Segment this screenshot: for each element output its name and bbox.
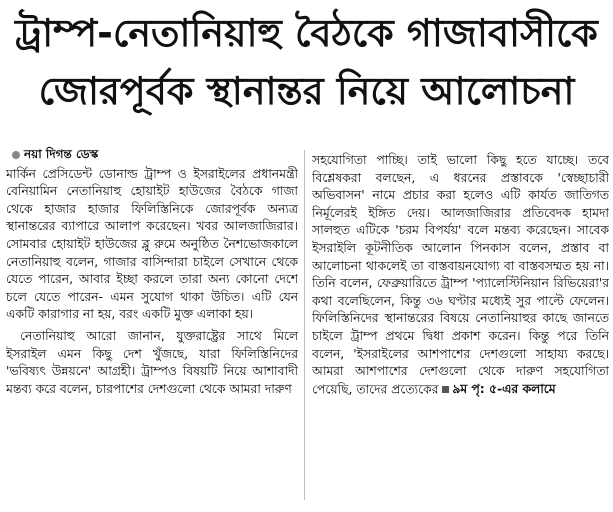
byline xyxy=(12,146,298,164)
headline xyxy=(0,4,613,120)
byline-text: নয়া দিগন্ত ডেস্ক xyxy=(24,147,99,161)
square-bullet-icon xyxy=(442,386,449,393)
left-paragraph-2: নেতানিয়াহু আরো জানান, যুক্তরাষ্ট্রের সাথে মিলে ইসরাইল এমন কিছু দেশ খুঁজছে, যারা ফিলিস্তিনিদের 'ভবিষ্যৎ উন্নয়নে' আগ্রহী। ট্রাম্পও বিষয়টি নিয়ে আশাবাদী মন্তব্য করে বলেন, চারপাশের দেশগুলো থেকে আমরা দারুণ xyxy=(6,328,298,396)
headline-line-1: ট্রাম্প-নেতানিয়াহু বৈঠকে গাজাবাসীকে xyxy=(15,11,598,55)
continued-note xyxy=(442,381,555,399)
right-column xyxy=(312,152,609,512)
continued-text: ৯ম পৃ: ৫-এর কলামে xyxy=(452,381,556,396)
right-paragraph-text: সহযোগিতা পাচ্ছি। তাই ভালো কিছু হতে যাচ্ছে। তবে বিশ্লেষকরা বলছেন, এ ধরনের প্রস্তাবকে 'স্বেচ্ছাচারী অভিবাসন' নামে প্রচার করা হলেও এটি কার্যত জাতিগত নির্মূলেরই ইঙ্গিত দেয়। আলজাজিরার প্রতিবেদক হামদা সালহুত এটিকে 'চরম বিপর্যয়' বলে মন্তব্য করেছেন। সাবেক ইসরাইলি কূটনীতিক আলোন পিনকাস বলেন, প্রস্তাব বা আলোচনা থাকলেই তা বাস্তবায়নযোগ্য বা বাস্তবসম্মত হয় না। তিনি বলেন, ফেব্রুয়ারিতে ট্রাম্প 'প্যালেস্টিনিয়ান রিভিয়েরা'র কথা বলেছিলেন, কিন্তু ৩৬ ঘণ্টার মধ্যেই সুর পাল্টে ফেলেন। ফিলিস্তিনিদের স্থানান্তরের বিষয়ে নেতানিয়াহুর কাছে জানতে চাইলে ট্রাম্প প্রথমে দ্বিধা প্রকাশ করেন। কিন্তু পরে তিনি বলেন, 'ইসরাইলের আশপাশের দেশগুলো সাহায্য করছে। আমরা আশপাশের দেশগুলো থেকে দারুণ সহযোগিতা পেয়েছি, তাদের প্রত্যেকের xyxy=(312,153,609,397)
bullet-dot-icon xyxy=(12,151,20,159)
column-divider xyxy=(304,150,305,500)
left-paragraph-1: মার্কিন প্রেসিডেন্ট ডোনাল্ড ট্রাম্প ও ইসরাইলের প্রধানমন্ত্রী বেনিয়ামিন নেতানিয়াহু হোয়াইট হাউজের বৈঠকে গাজা থেকে হাজার হাজার ফিলিস্তিনিকে জোরপূর্বক অন্যত্র স্থানান্তরের ব্যাপারে আলাপ করেছেন। খবর আলজাজিরার। সোমবার হোয়াইট হাউজের ব্লু রুমে অনুষ্ঠিত নৈশভোজকালে নেতানিয়াহু বলেন, গাজার বাসিন্দারা চাইলে সেখানে থেকে যেতে পারেন, আবার ইচ্ছা করলে তারা অন্য কোনো দেশে চলে যেতে পারেন- এমন সুযোগ থাকা উচিত। এটি যেন একটি কারাগার না হয়, বরং একটি মুক্ত এলাকা হয়। xyxy=(6,166,298,322)
right-paragraph-1 xyxy=(312,152,609,399)
left-column xyxy=(6,146,298,506)
headline-line-2: জোরপূর্বক স্থানান্তর নিয়ে আলোচনা xyxy=(38,69,575,113)
